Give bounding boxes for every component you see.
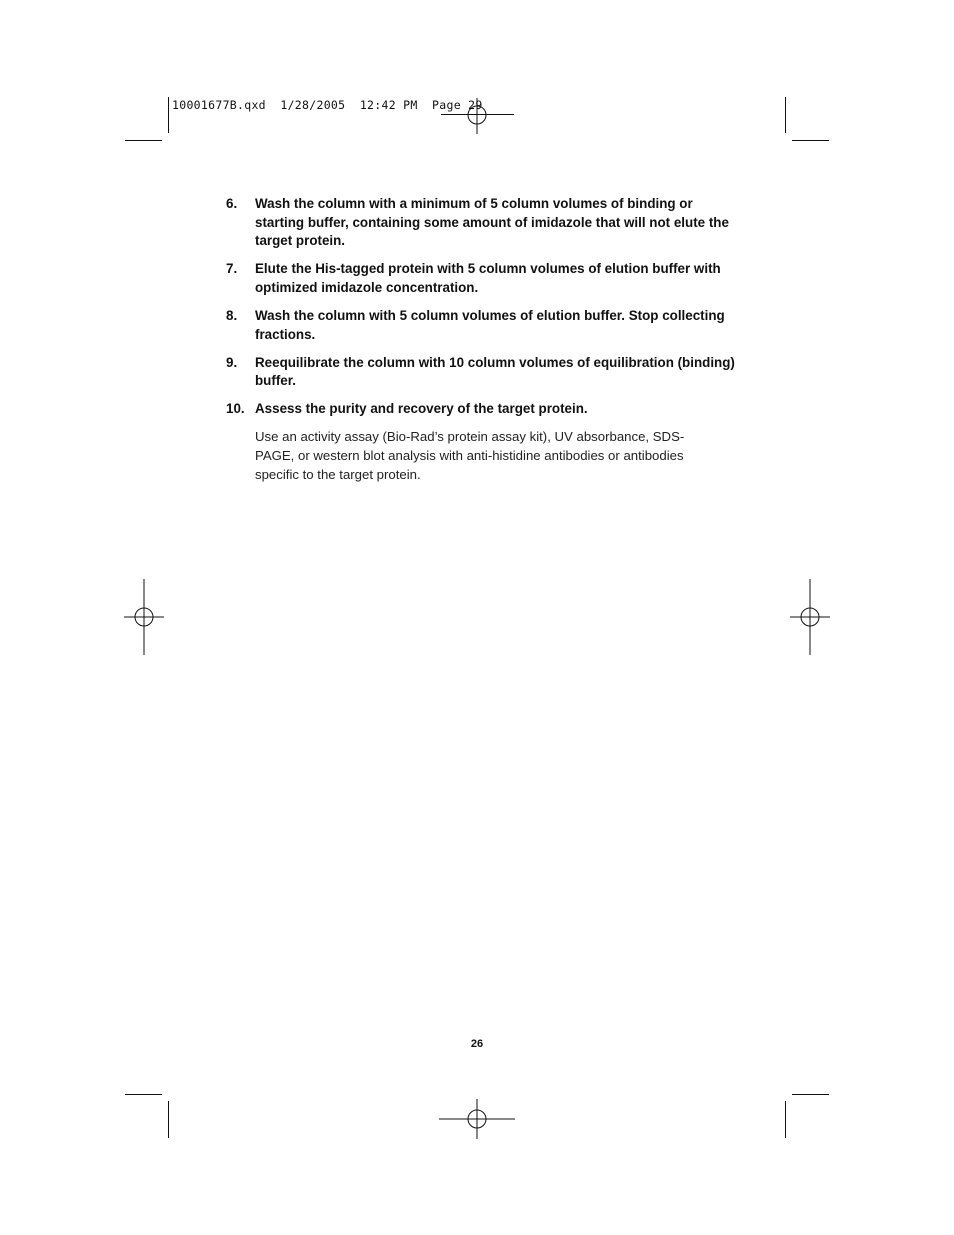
step-text: Reequilibrate the column with 10 column volumes of equilibration (binding) buffer. (255, 354, 735, 389)
step-text: Wash the column with a minimum of 5 column volumes of binding or starting buffer, containing some amount of imidazole that will not elute the target protein. (255, 196, 729, 249)
crop-mark-top-right-horizontal (792, 140, 829, 141)
crop-mark-bottom-right-vertical (785, 1101, 786, 1138)
crop-mark-top-left-vertical (168, 97, 169, 133)
step-7 (226, 260, 736, 297)
step-number: 6. (226, 196, 238, 211)
step-note: Use an activity assay (Bio-Rad’s protein assay kit), UV absorbance, SDS-PAGE, or western blot analysis with anti-histidine antibodies or antibodies specific to the target protein. (255, 429, 685, 482)
step-number: 10. (226, 401, 245, 417)
crop-mark-bottom-right-horizontal (792, 1094, 829, 1095)
procedure-steps (226, 195, 736, 484)
step-10-note-item (226, 428, 736, 484)
step-number: 9. (226, 354, 238, 370)
crop-mark-top-left-horizontal (125, 140, 162, 141)
registration-mark-top-icon (462, 98, 492, 134)
step-6 (226, 195, 736, 251)
step-text: Wash the column with 5 column volumes of elution buffer. Stop collecting fractions. (255, 307, 725, 342)
step-number: 8. (226, 307, 238, 323)
crop-mark-bottom-left-horizontal (125, 1094, 162, 1095)
page-number: 26 (470, 1038, 484, 1050)
registration-mark-right-icon (790, 579, 830, 655)
step-10 (226, 400, 736, 419)
step-text: Assess the purity and recovery of the target protein. (255, 401, 588, 417)
registration-mark-left-icon (124, 579, 164, 655)
registration-mark-bottom-icon (439, 1099, 515, 1139)
step-9 (226, 354, 736, 391)
step-number: 7. (226, 261, 238, 277)
step-text: Elute the His-tagged protein with 5 column volumes of elution buffer with optimized imidazole concentration. (255, 261, 721, 295)
printer-slug: 10001677B.qxd 1/28/2005 12:42 PM Page 29 (172, 98, 483, 112)
crop-mark-top-right-vertical (785, 97, 786, 133)
crop-mark-bottom-left-vertical (168, 1101, 169, 1138)
step-8 (226, 307, 736, 344)
